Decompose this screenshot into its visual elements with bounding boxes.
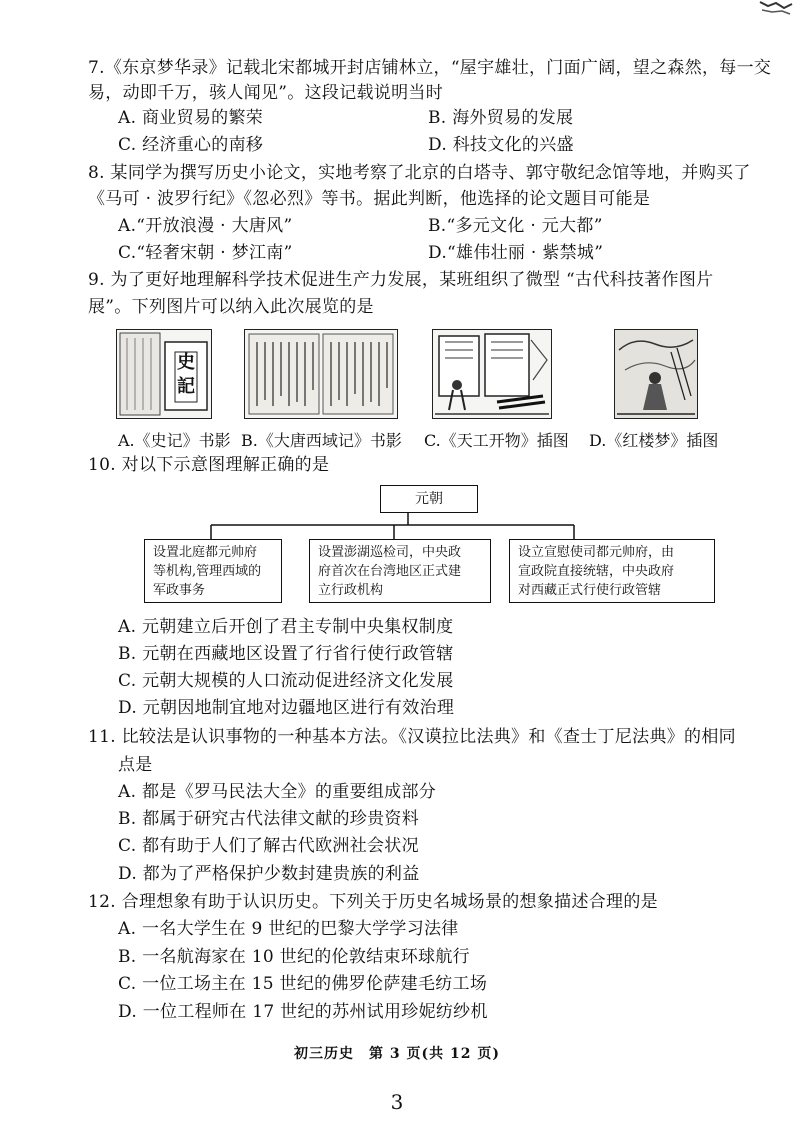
question-10-option-c: C. 元朝大规模的人口流动促进经济文化发展	[118, 671, 454, 691]
question-9-option-d: D.《红楼梦》插图	[589, 431, 719, 450]
image-datang-xiyuji-pages	[244, 329, 398, 419]
diagram-box-xizang	[509, 539, 715, 603]
question-7-option-a: A. 商业贸易的繁荣	[118, 108, 264, 128]
question-12-option-c: C. 一位工场主在 15 世纪的佛罗伦萨建毛纺工场	[118, 974, 488, 994]
diagram-box-xizang-line-2: 宣政院直接统辖，中央政府	[518, 564, 675, 579]
question-12-option-b: B. 一名航海家在 10 世纪的伦敦结束环球航行	[118, 947, 470, 967]
question-10-option-a: A. 元朝建立后开创了君主专制中央集权制度	[118, 617, 454, 637]
question-8-option-a: A.“开放浪漫 · 大唐风”	[118, 216, 293, 236]
corner-mark	[754, 0, 794, 18]
question-7-option-d: D. 科技文化的兴盛	[428, 135, 574, 155]
diagram-root-yuan: 元朝	[380, 485, 478, 513]
question-11-stem-line-2: 点是	[118, 755, 153, 775]
page-footer: 初三历史 第 3 页(共 12 页)	[294, 1046, 500, 1062]
question-8-option-d: D.“雄伟壮丽 · 紫禁城”	[428, 243, 604, 263]
question-11-option-d: D. 都为了严格保护少数封建贵族的利益	[118, 864, 420, 884]
question-7-option-b: B. 海外贸易的发展	[428, 108, 574, 128]
xiyuji-illustration	[245, 330, 397, 418]
hongloumeng-illustration	[615, 330, 697, 418]
question-10-stem: 10. 对以下示意图理解正确的是	[88, 455, 330, 475]
question-9-stem-line-1: 9. 为了更好地理解科学技术促进生产力发展，某班组织了微型 “古代科技著作图片	[88, 270, 714, 290]
shiji-label-char-2: 記	[177, 376, 195, 397]
diagram-box-taiwan-line-2: 府首次在台湾地区正式建	[318, 564, 462, 579]
diagram-box-taiwan-line-1: 设置澎湖巡检司，中央政	[318, 545, 462, 560]
question-12-option-a: A. 一名大学生在 9 世纪的巴黎大学学习法律	[118, 919, 459, 939]
image-tiangong-kaiwu-illustration	[432, 329, 552, 419]
question-8-option-c: C.“轻奢宋朝 · 梦江南”	[118, 243, 293, 263]
diagram-box-xizang-line-1: 设立宣慰使司都元帅府，由	[518, 545, 675, 560]
question-7-stem-line-2: 易，动即千万，骇人闻见”。这段记载说明当时	[88, 83, 443, 103]
question-8-option-b: B.“多元文化 · 元大都”	[428, 216, 603, 236]
diagram-box-xiyu-line-1: 设置北庭都元帅府	[153, 545, 258, 560]
page-number: 3	[390, 1090, 404, 1114]
question-7-option-c: C. 经济重心的南移	[118, 135, 264, 155]
question-7-stem-line-1: 7.《东京梦华录》记载北宋都城开封店铺林立，“屋宇雄壮，门面广阔，望之森然，每一交	[88, 58, 772, 78]
image-shiji-book-cover	[116, 329, 212, 419]
question-11-option-c: C. 都有助于人们了解古代欧洲社会状况	[118, 836, 419, 856]
question-10-option-b: B. 元朝在西藏地区设置了行省行使行政管辖	[118, 644, 454, 664]
question-8-stem-line-1: 8. 某同学为撰写历史小论文，实地考察了北京的白塔寺、郭守敬纪念馆等地，并购买了	[88, 163, 751, 183]
question-9-option-c: C.《天工开物》插图	[424, 431, 569, 450]
image-hongloumeng-illustration	[614, 329, 698, 419]
question-11-option-a: A. 都是《罗马民法大全》的重要组成部分	[118, 782, 437, 802]
yuan-dynasty-diagram	[144, 481, 675, 611]
question-11-option-b: B. 都属于研究古代法律文献的珍贵资料	[118, 809, 419, 829]
diagram-box-xiyu-line-3: 军政事务	[153, 583, 206, 598]
question-12-option-d: D. 一位工程师在 17 世纪的苏州试用珍妮纺纱机	[118, 1002, 488, 1022]
shiji-illustration	[117, 330, 211, 418]
tiangong-illustration	[433, 330, 551, 418]
diagram-box-xiyu-line-2: 等机构,管理西域的	[153, 564, 262, 579]
diagram-box-xizang-line-3: 对西藏正式行使行政管辖	[518, 583, 662, 598]
diagram-box-xiyu	[144, 539, 282, 603]
question-8-stem-line-2: 《马可 · 波罗行纪》《忽必烈》等书。据此判断，他选择的论文题目可能是	[88, 189, 651, 209]
question-9-option-b: B.《大唐西域记》书影	[241, 431, 402, 450]
diagram-box-taiwan-line-3: 立行政机构	[318, 583, 384, 598]
shiji-label-char-1: 史	[177, 352, 195, 373]
question-11-stem-line-1: 11. 比较法是认识事物的一种基本方法。《汉谟拉比法典》和《查士丁尼法典》的相同	[88, 727, 736, 747]
question-12-stem: 12. 合理想象有助于认识历史。下列关于历史名城场景的想象描述合理的是	[88, 892, 658, 912]
question-9-stem-line-2: 展”。下列图片可以纳入此次展览的是	[88, 297, 374, 317]
question-10-option-d: D. 元朝因地制宜地对边疆地区进行有效治理	[118, 698, 455, 718]
question-9-option-a: A.《史记》书影	[118, 431, 231, 450]
diagram-box-taiwan	[309, 539, 491, 603]
